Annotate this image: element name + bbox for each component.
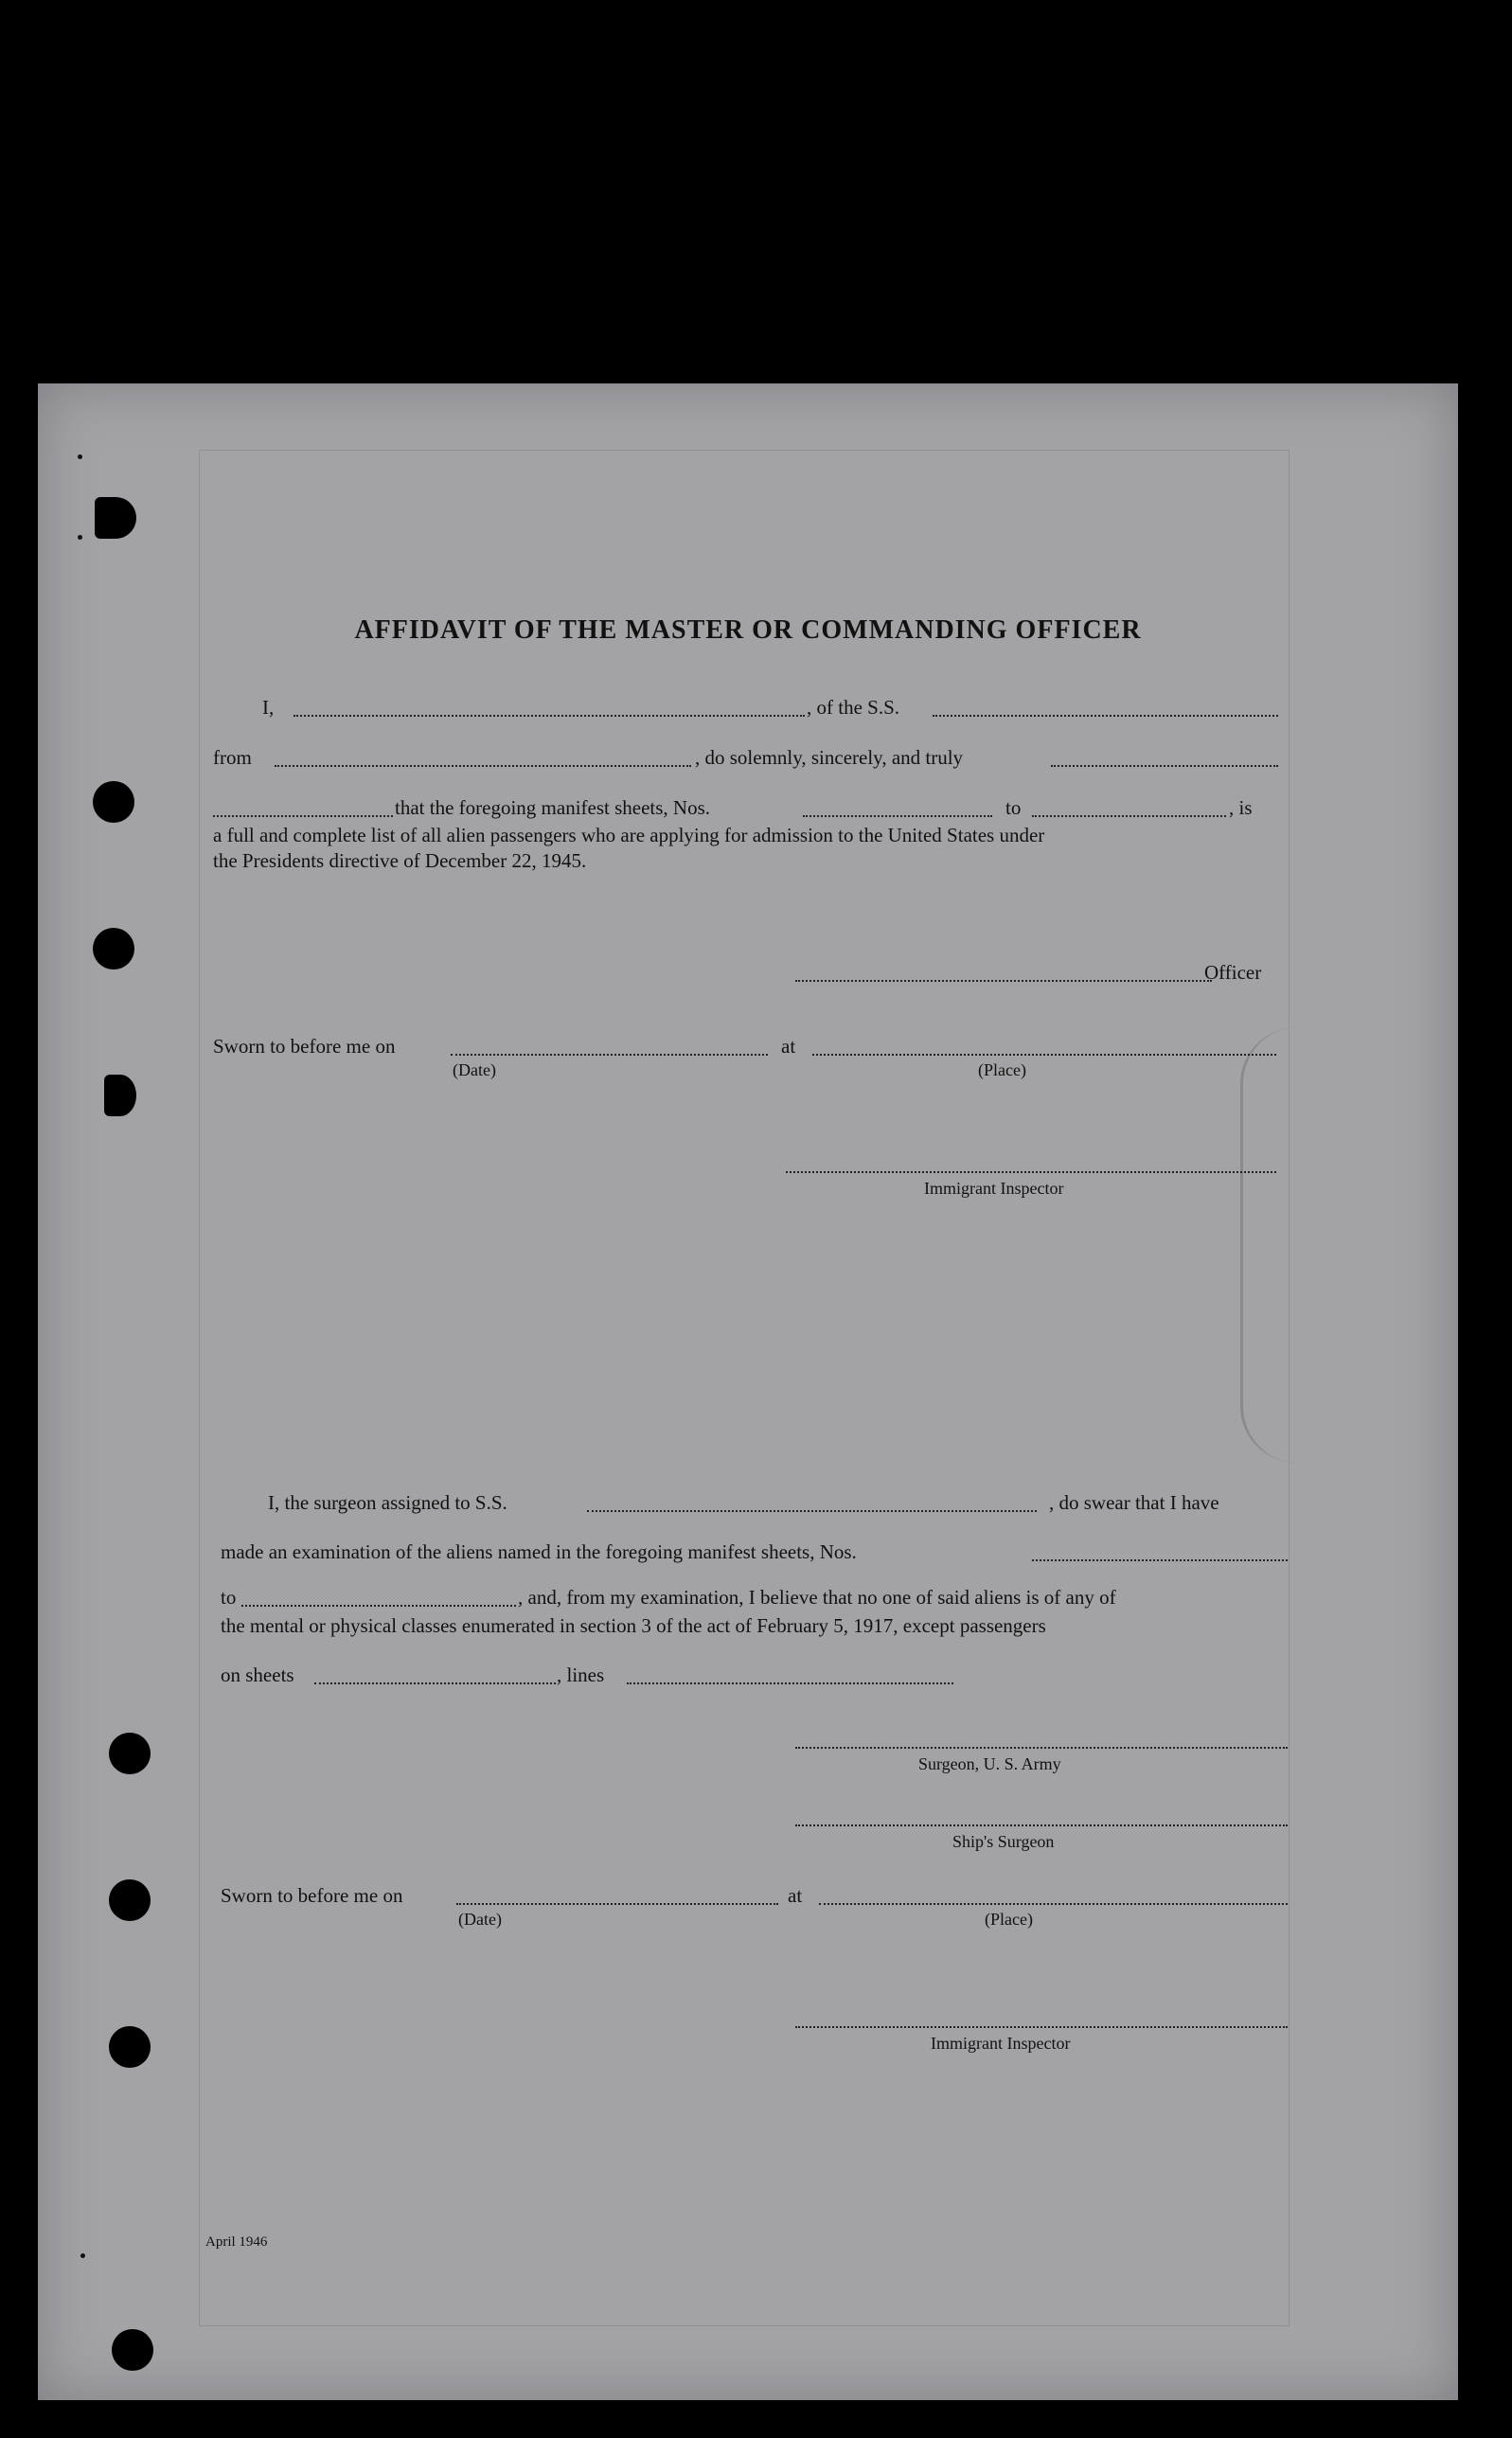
master-sworn-date-field[interactable] xyxy=(451,1054,768,1056)
surgeon-date-label: (Date) xyxy=(458,1910,502,1929)
punch-hole-3 xyxy=(93,928,134,970)
bleed-through-signature xyxy=(1240,1027,1357,1463)
surgeon-exception-sheets-field[interactable] xyxy=(314,1682,556,1684)
surgeon-inspector-signature-field[interactable] xyxy=(795,2026,1288,2028)
surgeon-sheets-from-field[interactable] xyxy=(1032,1559,1288,1561)
speck xyxy=(80,2253,85,2258)
master-date-label: (Date) xyxy=(453,1060,496,1079)
surgeon-exception-lines-field[interactable] xyxy=(627,1682,953,1684)
speck xyxy=(78,454,82,459)
army-surgeon-signature-field[interactable] xyxy=(795,1747,1288,1749)
surgeon-place-label: (Place) xyxy=(985,1910,1033,1929)
surgeon-sworn-prefix: Sworn to before me on xyxy=(221,1884,403,1907)
master-declare-field[interactable] xyxy=(1051,765,1278,767)
master-oath-field[interactable] xyxy=(213,815,393,817)
surgeon-line5-mid: , lines xyxy=(557,1664,605,1686)
punch-hole-5 xyxy=(109,1733,151,1774)
surgeon-inspector-label: Immigrant Inspector xyxy=(931,2034,1071,2053)
surgeon-ship-field[interactable] xyxy=(587,1510,1037,1512)
master-line1-mid: , of the S.S. xyxy=(807,696,900,719)
master-affidavit-title: AFFIDAVIT OF THE MASTER OR COMMANDING OFFICER xyxy=(354,615,1142,645)
punch-hole-2 xyxy=(93,781,134,823)
master-sworn-at: at xyxy=(781,1035,796,1058)
master-name-field[interactable] xyxy=(294,715,805,717)
surgeon-line2: made an examination of the aliens named in the foregoing manifest sheets, Nos. xyxy=(221,1540,857,1563)
master-line3-mid: that the foregoing manifest sheets, Nos. xyxy=(395,796,711,819)
ship-surgeon-signature-field[interactable] xyxy=(795,1824,1288,1826)
surgeon-line1-prefix: I, the surgeon assigned to S.S. xyxy=(268,1491,507,1514)
surgeon-line1-end: , do swear that I have xyxy=(1049,1491,1219,1514)
master-line5: the Presidents directive of December 22, 1945. xyxy=(213,849,587,872)
master-line4: a full and complete list of all alien passengers who are applying for admission to the United States under xyxy=(213,824,1045,846)
master-sworn-place-field[interactable] xyxy=(812,1054,1276,1056)
master-line2-prefix: from xyxy=(213,746,252,769)
punch-hole-6 xyxy=(109,1879,151,1921)
master-sworn-prefix: Sworn to before me on xyxy=(213,1035,396,1058)
surgeon-line3-prefix: to xyxy=(221,1586,237,1609)
surgeon-sworn-at: at xyxy=(788,1884,803,1907)
surgeon-sheets-to-field[interactable] xyxy=(241,1605,516,1607)
officer-signature-field[interactable] xyxy=(795,980,1212,982)
surgeon-line3-mid: , and, from my examination, I believe that no one of said aliens is of any of xyxy=(518,1586,1116,1609)
master-ship-field[interactable] xyxy=(933,715,1278,717)
punch-hole-1 xyxy=(95,497,136,539)
surgeon-line4: the mental or physical classes enumerated in section 3 of the act of February 5, 1917, except passengers xyxy=(221,1614,1046,1637)
master-line3-to: to xyxy=(1005,796,1022,819)
master-line3-end: , is xyxy=(1229,796,1253,819)
master-inspector-label: Immigrant Inspector xyxy=(924,1179,1064,1198)
army-surgeon-label: Surgeon, U. S. Army xyxy=(918,1754,1061,1773)
affidavit-form-sheet xyxy=(38,383,1458,2400)
officer-label: Officer xyxy=(1204,961,1262,984)
punch-hole-7 xyxy=(109,2026,151,2068)
surgeon-line5-prefix: on sheets xyxy=(221,1664,294,1686)
surgeon-sworn-date-field[interactable] xyxy=(456,1903,778,1905)
punch-hole-8 xyxy=(112,2329,153,2371)
form-date: April 1946 xyxy=(205,2234,268,2250)
ship-surgeon-label: Ship's Surgeon xyxy=(952,1832,1055,1851)
master-sheets-from-field[interactable] xyxy=(803,815,992,817)
master-place-label: (Place) xyxy=(978,1060,1026,1079)
master-from-field[interactable] xyxy=(275,765,691,767)
bleed-through-table-frame xyxy=(199,450,1290,2326)
punch-hole-4 xyxy=(104,1075,136,1116)
master-line1-prefix: I, xyxy=(262,696,275,719)
master-line2-mid: , do solemnly, sincerely, and truly xyxy=(695,746,964,769)
speck xyxy=(78,535,82,540)
surgeon-sworn-place-field[interactable] xyxy=(819,1903,1288,1905)
master-inspector-signature-field[interactable] xyxy=(786,1171,1276,1173)
master-sheets-to-field[interactable] xyxy=(1032,815,1226,817)
